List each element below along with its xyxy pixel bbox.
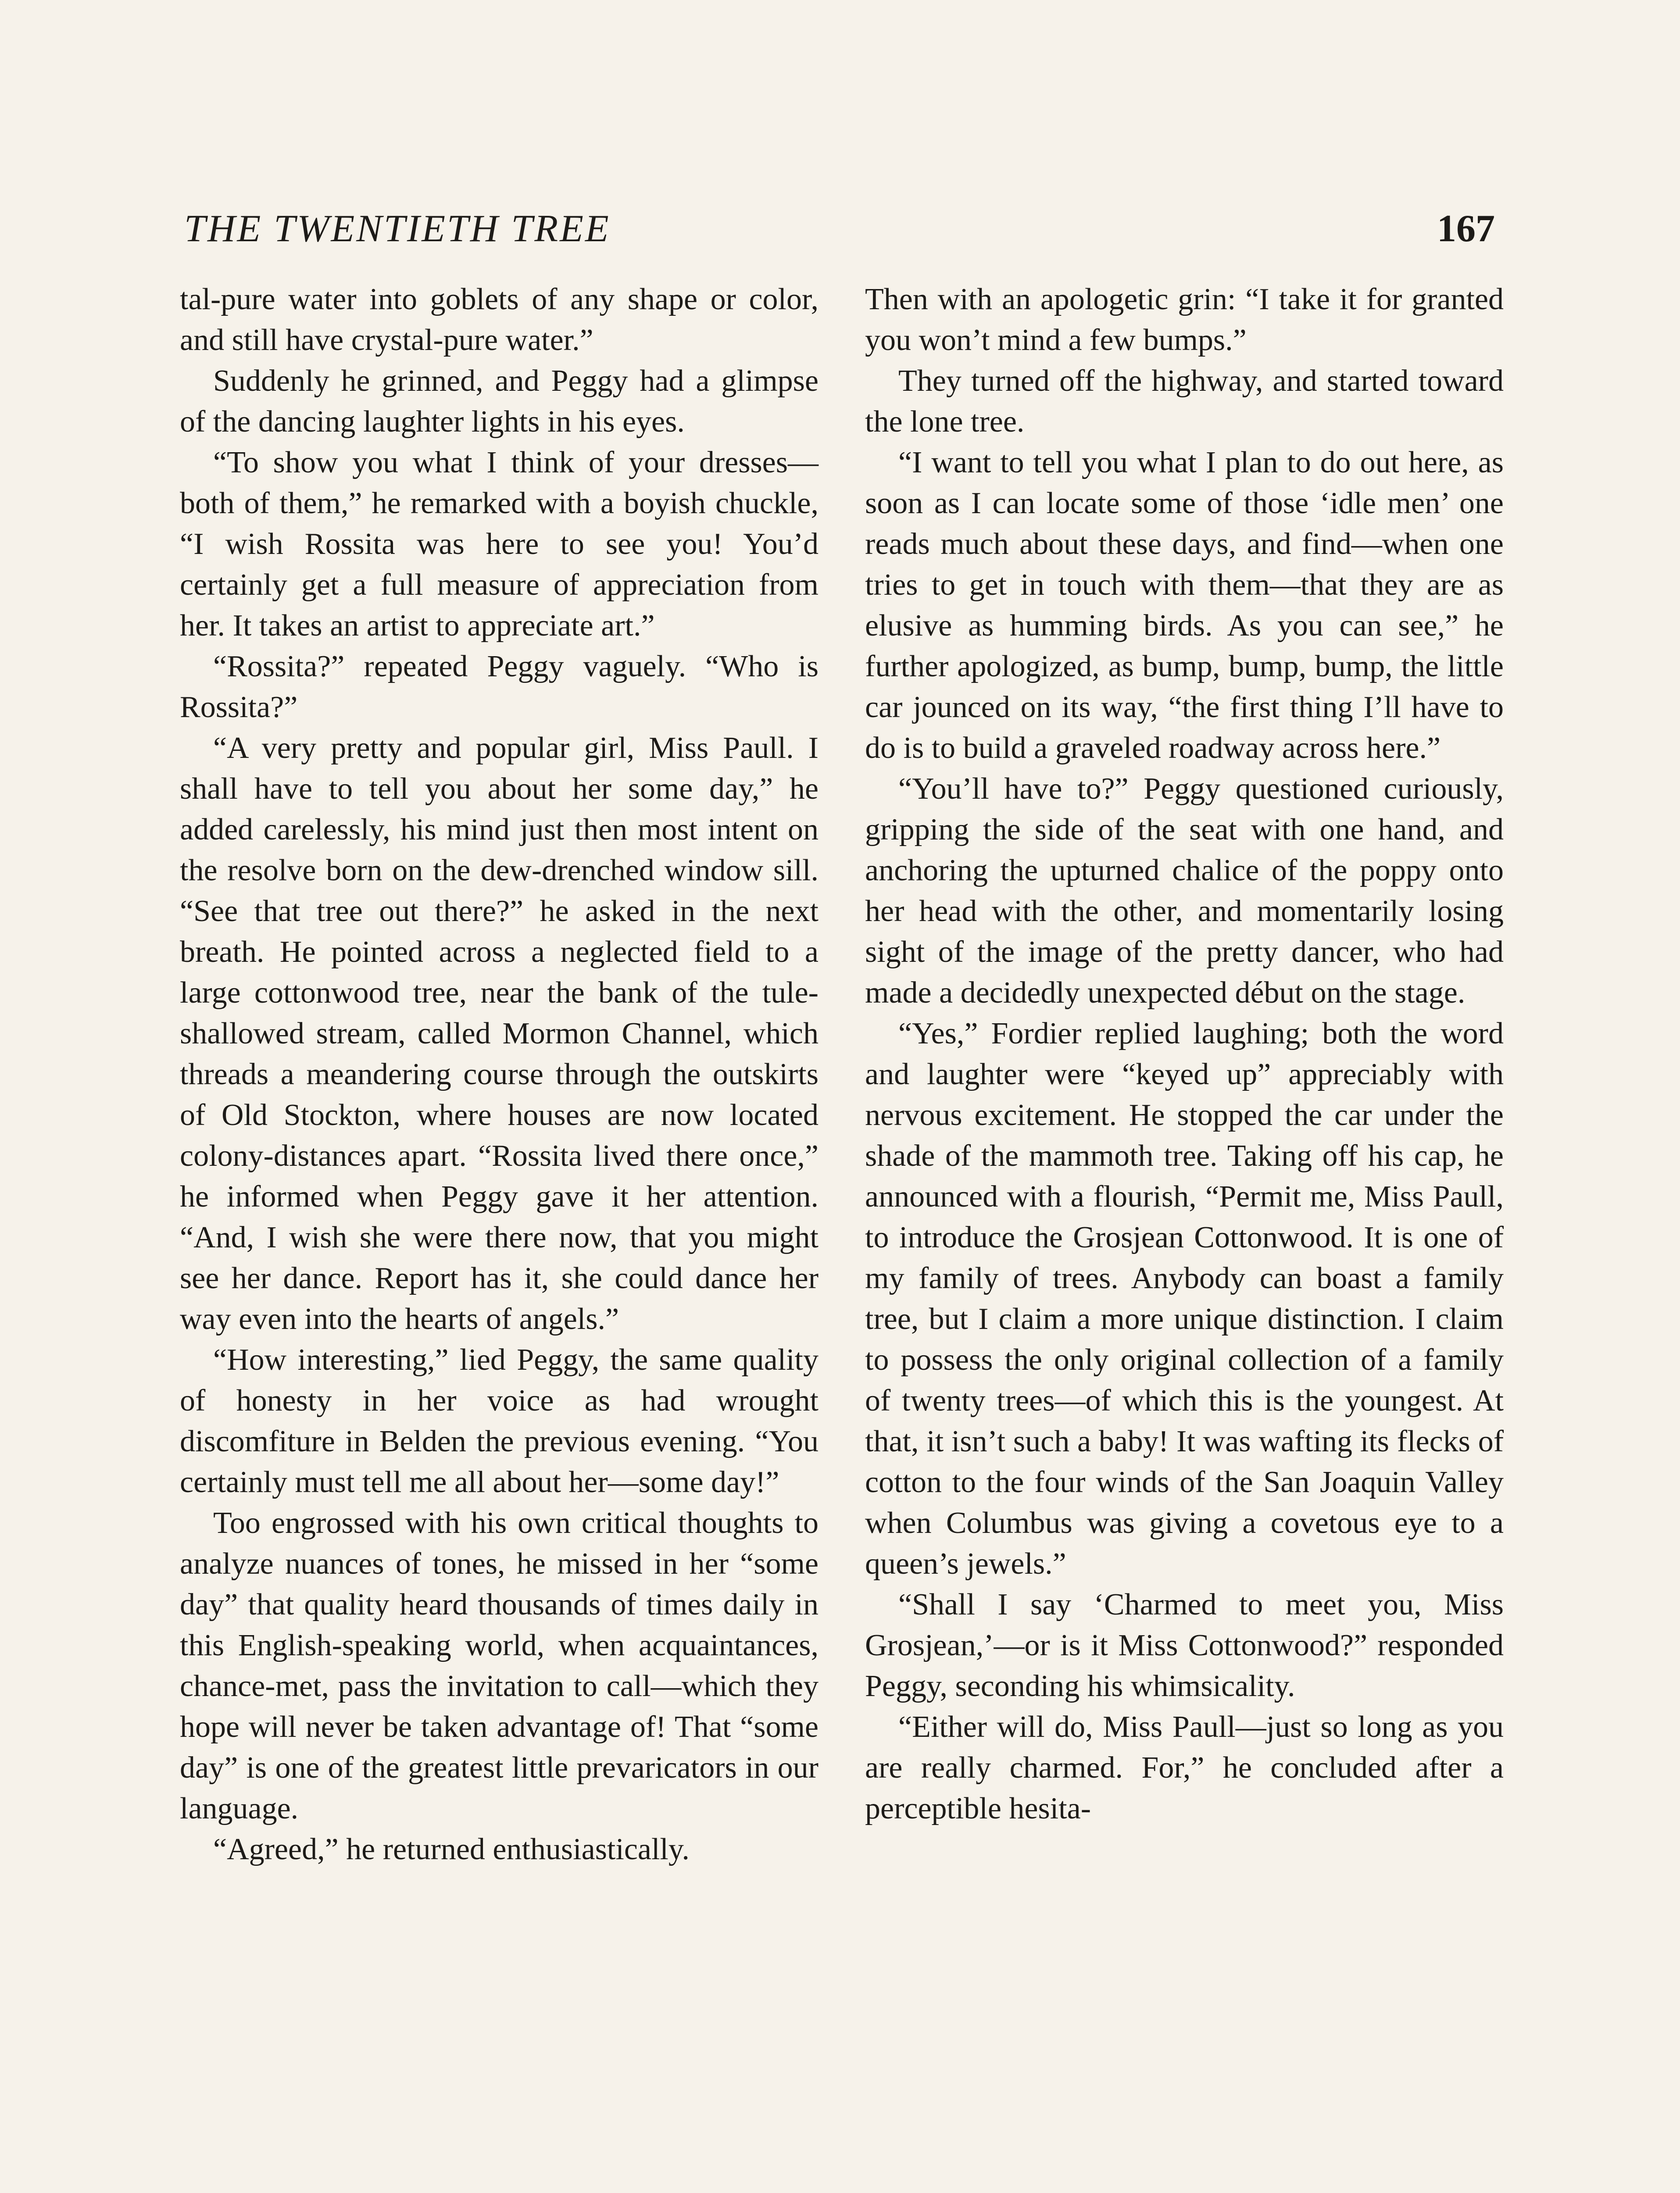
paragraph: “Rossita?” repeated Peggy vaguely. “Who is Rossita?” [180,650,819,724]
right-column [865,279,1504,1829]
paragraph: “Yes,” Fordier replied laughing; both the word and laughter were “keyed up” appreciably with nervous excitement. He stopped the car under the shade of the mammoth tree. Taking off his cap, he announced with a flourish, “Permit me, Miss Paull, to introduce the Grosjean Cottonwood. It is one of my family of trees. Anybody can boast a family tree, but I claim a more unique distinction. I claim to possess the only original collection of a family of twenty trees—of which this is the youngest. At that, it isn’t such a baby! It was wafting its flecks of cotton to the four winds of the San Joaquin Valley when Columbus was giving a covetous eye to a queen’s jewels.” [865,1017,1504,1581]
paragraph: tal-pure water into goblets of any shape or color, and still have crystal-pure water.” [180,282,819,357]
paragraph: “How interesting,” lied Peggy, the same quality of honesty in her voice as had wrought discomfiture in Belden the previous evening. “You certainly must tell me all about her—some day!” [180,1343,819,1499]
running-header [184,203,1495,255]
paragraph: “Agreed,” he returned enthusiastically. [213,1832,690,1866]
paragraph: “A very pretty and popular girl, Miss Paull. I shall have to tell you about her some day,” he added carelessly, his mind just then most intent on the resolve born on the dew-drenched window sill. “See that tree out there?” he asked in the next breath. He pointed across a neglected field to a large cottonwood tree, near the bank of the tule-shallowed stream, called Mormon Channel, which threads a meandering course through the outskirts of Old Stockton, where houses are now located colony-distances apart. “Rossita lived there once,” he informed when Peggy gave it her attention. “And, I wish she were there now, that you might see her dance. Report has it, she could dance her way even into the hearts of angels.” [180,731,819,1336]
paragraph: They turned off the highway, and started toward the lone tree. [865,364,1504,439]
paragraph: “To show you what I think of your dresses—both of them,” he remarked with a boyish chuckle, “I wish Rossita was here to see you! You’d certainly get a full measure of appreciation from her. It takes an artist to appreciate art.” [180,446,819,643]
paragraph: Too engrossed with his own critical thoughts to analyze nuances of tones, he missed in her “some day” that quality heard thousands of times daily in this English-speaking world, when acquaintances, chance-met, pass the invitation to call—which they hope will never be taken advantage of! That “some day” is one of the greatest little prevaricators in our language. [180,1506,819,1825]
paragraph: “Either will do, Miss Paull—just so long as you are really charmed. For,” he concluded after a perceptible hesita- [865,1710,1504,1825]
paragraph: “Shall I say ‘Charmed to meet you, Miss Grosjean,’—or is it Miss Cottonwood?” responded Peggy, seconding his whimsicality. [865,1588,1504,1703]
paragraph: Then with an apologetic grin: “I take it for granted you won’t mind a few bumps.” [865,282,1504,357]
left-column [180,279,819,1870]
running-title: THE TWENTIETH TREE [184,207,611,250]
page-number: 167 [1437,207,1495,250]
paragraph: “I want to tell you what I plan to do out here, as soon as I can locate some of those ‘idle men’ one reads much about these days, and find—when one tries to get in touch with them—that they are as elusive as humming birds. As you can see,” he further apologized, as bump, bump, bump, the little car jounced on its way, “the first thing I’ll have to do is to build a graveled roadway across here.” [865,446,1504,765]
paragraph: “You’ll have to?” Peggy questioned curiously, gripping the side of the seat with one hand, and anchoring the upturned chalice of the poppy onto her head with the other, and momentarily losing sight of the image of the pretty dancer, who had made a decidedly unexpected début on the stage. [865,772,1504,1010]
paragraph: Suddenly he grinned, and Peggy had a glimpse of the dancing laughter lights in his eyes. [180,364,819,439]
